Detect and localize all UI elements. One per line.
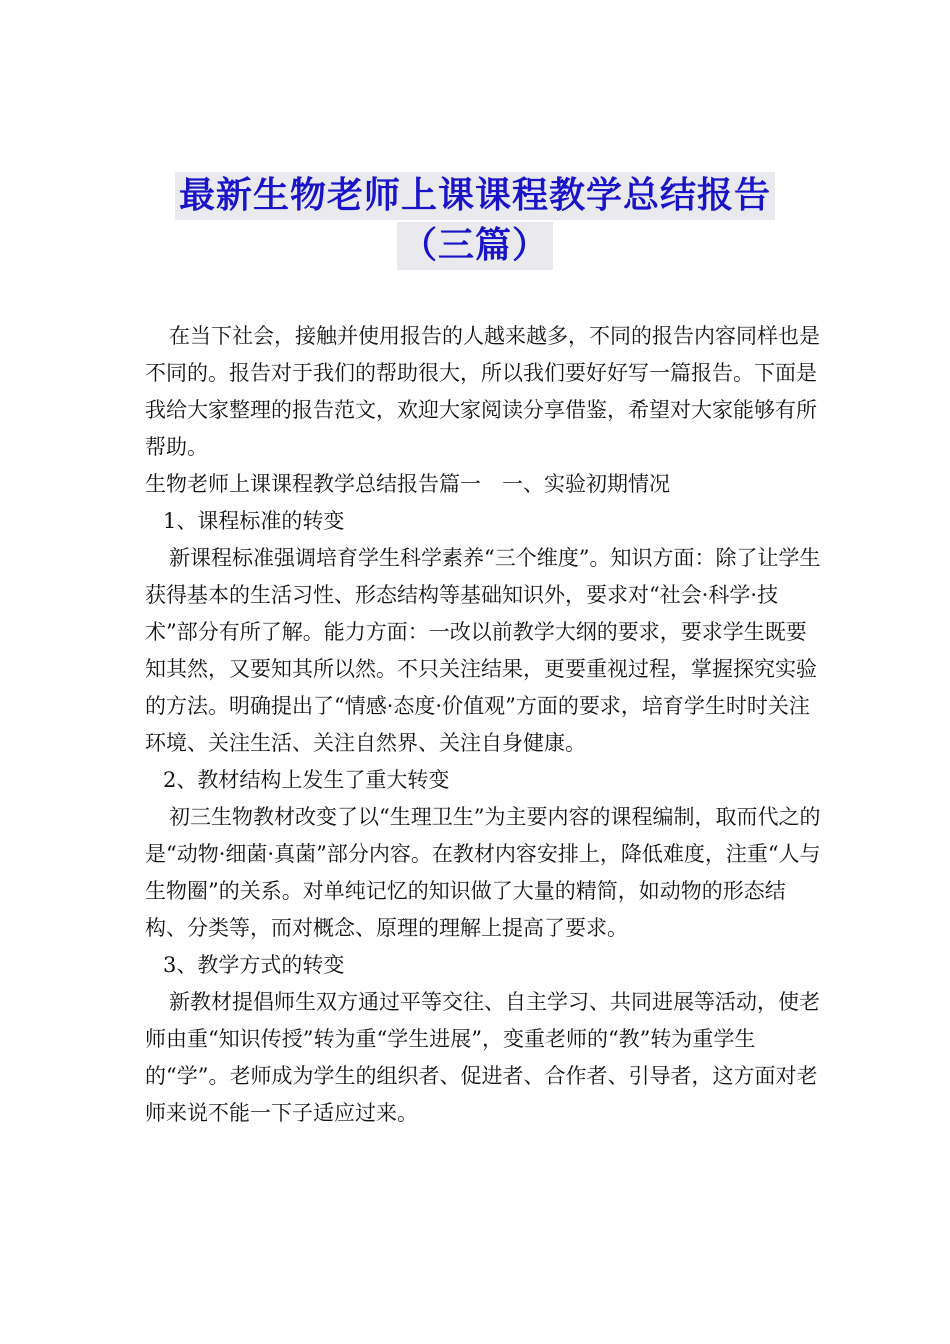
item-paragraph-1: 新课程标准强调培育学生科学素养“三个维度”。知识方面：除了让学生获得基本的生活习性、形态结构等基础知识外，要求对“社会·科学·技术”部分有所了解。能力方面：一改以前教学大纲的要求，要求学生既要知其然，又要知其所以然。不只关注结果，更要重视过程，掌握探究实验的方法。明确提出了“情感·态度·价值观”方面的要求，培育学生时时关注环境、关注生活、关注自然界、关注自身健康。	[145, 546, 821, 755]
section-title: 生物老师上课课程教学总结报告篇一 一、实验初期情况	[145, 472, 670, 496]
item-paragraph-3: 新教材提倡师生双方通过平等交往、自主学习、共同进展等活动，使老师由重“知识传授”转为重“学生进展”，变重老师的“教”转为重学生的“学”。老师成为学生的组织者、促进者、合作者、引导者，这方面对老师来说不能一下子适应过来。	[145, 990, 820, 1125]
title-line-1: 最新生物老师上课课程教学总结报告	[175, 172, 775, 220]
title-line-2: （三篇）	[397, 222, 553, 270]
item-paragraph-2: 初三生物教材改变了以“生理卫生”为主要内容的课程编制，取而代之的是“动物·细菌·真菌”部分内容。在教材内容安排上，降低难度，注重“人与生物圈”的关系。对单纯记忆的知识做了大量的精简，如动物的形态结构、分类等，而对概念、原理的理解上提高了要求。	[145, 805, 821, 940]
item-heading-3: 3、教学方式的转变	[163, 953, 345, 977]
item-heading-2: 2、教材结构上发生了重大转变	[163, 768, 450, 792]
item-heading-1: 1、课程标准的转变	[163, 509, 345, 533]
document-body	[145, 318, 825, 1132]
document-title	[100, 172, 850, 270]
intro-paragraph: 在当下社会，接触并使用报告的人越来越多，不同的报告内容同样也是不同的。报告对于我们的帮助很大，所以我们要好好写一篇报告。下面是我给大家整理的报告范文，欢迎大家阅读分享借鉴，希望对大家能够有所帮助。	[145, 324, 820, 459]
